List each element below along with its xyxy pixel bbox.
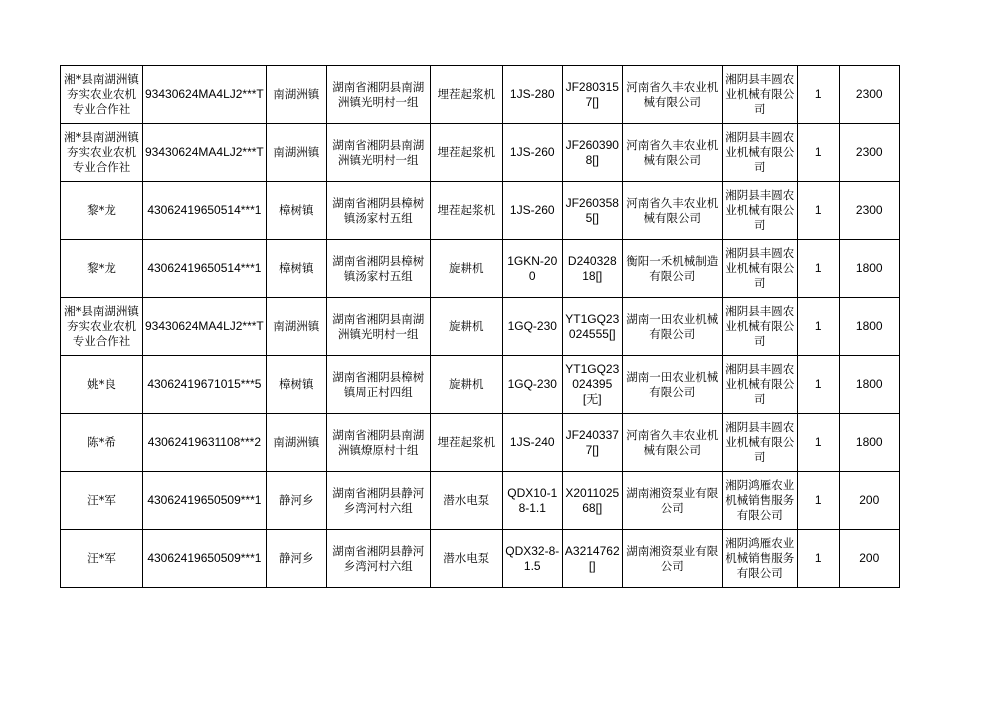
- cell-dealer: 湘阴县丰圆农业机械有限公司: [722, 182, 797, 240]
- cell-id-code: 93430624MA4LJ2***T: [143, 298, 267, 356]
- cell-serial-number: JF2603908[]: [562, 124, 622, 182]
- cell-town: 南湖洲镇: [266, 298, 326, 356]
- cell-serial-number: X201102568[]: [562, 472, 622, 530]
- table-row: [61, 240, 900, 298]
- cell-town: 南湖洲镇: [266, 414, 326, 472]
- cell-address: 湖南省湘阴县樟树镇汤家村五组: [326, 182, 430, 240]
- cell-amount: 200: [839, 472, 899, 530]
- cell-model: 1GQ-230: [502, 298, 562, 356]
- cell-model: QDX32-8-1.5: [502, 530, 562, 588]
- cell-quantity: 1: [797, 356, 839, 414]
- cell-dealer: 湘阴县丰圆农业机械有限公司: [722, 298, 797, 356]
- cell-dealer: 湘阴鸿雁农业机械销售服务有限公司: [722, 472, 797, 530]
- table-row: [61, 124, 900, 182]
- cell-machine-type: 潜水电泵: [430, 530, 502, 588]
- cell-machine-type: 旋耕机: [430, 240, 502, 298]
- cell-dealer: 湘阴县丰圆农业机械有限公司: [722, 356, 797, 414]
- cell-quantity: 1: [797, 240, 839, 298]
- cell-town: 南湖洲镇: [266, 66, 326, 124]
- cell-id-code: 93430624MA4LJ2***T: [143, 66, 267, 124]
- cell-machine-type: 旋耕机: [430, 298, 502, 356]
- cell-serial-number: JF2803157[]: [562, 66, 622, 124]
- cell-manufacturer: 湖南湘资泵业有限公司: [622, 530, 722, 588]
- cell-amount: 1800: [839, 356, 899, 414]
- cell-amount: 1800: [839, 240, 899, 298]
- cell-address: 湖南省湘阴县南湖洲镇光明村一组: [326, 124, 430, 182]
- cell-machine-type: 潜水电泵: [430, 472, 502, 530]
- cell-quantity: 1: [797, 530, 839, 588]
- cell-town: 南湖洲镇: [266, 124, 326, 182]
- cell-id-code: 43062419650514***1: [143, 240, 267, 298]
- cell-dealer: 湘阴鸿雁农业机械销售服务有限公司: [722, 530, 797, 588]
- cell-model: 1JS-260: [502, 182, 562, 240]
- cell-serial-number: JF2603585[]: [562, 182, 622, 240]
- cell-dealer: 湘阴县丰圆农业机械有限公司: [722, 240, 797, 298]
- cell-id-code: 43062419650509***1: [143, 530, 267, 588]
- cell-address: 湖南省湘阴县南湖洲镇燎原村十组: [326, 414, 430, 472]
- cell-quantity: 1: [797, 124, 839, 182]
- cell-town: 樟树镇: [266, 356, 326, 414]
- cell-model: 1JS-280: [502, 66, 562, 124]
- cell-model: 1JS-260: [502, 124, 562, 182]
- cell-amount: 1800: [839, 414, 899, 472]
- cell-amount: 2300: [839, 124, 899, 182]
- cell-town: 静河乡: [266, 530, 326, 588]
- cell-dealer: 湘阴县丰圆农业机械有限公司: [722, 66, 797, 124]
- cell-model: 1JS-240: [502, 414, 562, 472]
- cell-model: 1GKN-200: [502, 240, 562, 298]
- cell-manufacturer: 湖南一田农业机械有限公司: [622, 298, 722, 356]
- cell-dealer: 湘阴县丰圆农业机械有限公司: [722, 124, 797, 182]
- table-row: [61, 298, 900, 356]
- cell-amount: 200: [839, 530, 899, 588]
- table-row: [61, 530, 900, 588]
- table-row: [61, 356, 900, 414]
- cell-serial-number: YT1GQ23024395[无]: [562, 356, 622, 414]
- cell-serial-number: YT1GQ23024555[]: [562, 298, 622, 356]
- cell-recipient-name: 湘*县南湖洲镇夯实农业农机专业合作社: [61, 124, 143, 182]
- cell-id-code: 93430624MA4LJ2***T: [143, 124, 267, 182]
- cell-manufacturer: 河南省久丰农业机械有限公司: [622, 182, 722, 240]
- cell-quantity: 1: [797, 182, 839, 240]
- cell-manufacturer: 湖南湘资泵业有限公司: [622, 472, 722, 530]
- cell-dealer: 湘阴县丰圆农业机械有限公司: [722, 414, 797, 472]
- cell-manufacturer: 衡阳一禾机械制造有限公司: [622, 240, 722, 298]
- cell-model: QDX10-18-1.1: [502, 472, 562, 530]
- cell-address: 湖南省湘阴县南湖洲镇光明村一组: [326, 298, 430, 356]
- subsidy-table: [60, 65, 900, 588]
- cell-model: 1GQ-230: [502, 356, 562, 414]
- cell-id-code: 43062419650514***1: [143, 182, 267, 240]
- table-body: [61, 66, 900, 588]
- cell-recipient-name: 湘*县南湖洲镇夯实农业农机专业合作社: [61, 298, 143, 356]
- cell-town: 樟树镇: [266, 182, 326, 240]
- cell-address: 湖南省湘阴县南湖洲镇光明村一组: [326, 66, 430, 124]
- cell-quantity: 1: [797, 66, 839, 124]
- cell-quantity: 1: [797, 298, 839, 356]
- cell-amount: 1800: [839, 298, 899, 356]
- cell-town: 樟树镇: [266, 240, 326, 298]
- table-row: [61, 182, 900, 240]
- cell-recipient-name: 黎*龙: [61, 182, 143, 240]
- cell-machine-type: 埋茬起浆机: [430, 66, 502, 124]
- cell-machine-type: 埋茬起浆机: [430, 124, 502, 182]
- cell-machine-type: 埋茬起浆机: [430, 414, 502, 472]
- cell-recipient-name: 汪*军: [61, 472, 143, 530]
- cell-serial-number: JF2403377[]: [562, 414, 622, 472]
- cell-amount: 2300: [839, 182, 899, 240]
- cell-recipient-name: 汪*军: [61, 530, 143, 588]
- cell-address: 湖南省湘阴县樟树镇汤家村五组: [326, 240, 430, 298]
- table-row: [61, 472, 900, 530]
- cell-manufacturer: 河南省久丰农业机械有限公司: [622, 414, 722, 472]
- cell-machine-type: 旋耕机: [430, 356, 502, 414]
- cell-recipient-name: 湘*县南湖洲镇夯实农业农机专业合作社: [61, 66, 143, 124]
- cell-address: 湖南省湘阴县静河乡湾河村六组: [326, 472, 430, 530]
- cell-machine-type: 埋茬起浆机: [430, 182, 502, 240]
- cell-recipient-name: 陈*希: [61, 414, 143, 472]
- table-row: [61, 414, 900, 472]
- cell-id-code: 43062419650509***1: [143, 472, 267, 530]
- cell-address: 湖南省湘阴县静河乡湾河村六组: [326, 530, 430, 588]
- cell-quantity: 1: [797, 472, 839, 530]
- cell-id-code: 43062419631108***2: [143, 414, 267, 472]
- table-row: [61, 66, 900, 124]
- cell-manufacturer: 湖南一田农业机械有限公司: [622, 356, 722, 414]
- cell-amount: 2300: [839, 66, 899, 124]
- cell-serial-number: D24032818[]: [562, 240, 622, 298]
- cell-recipient-name: 姚*良: [61, 356, 143, 414]
- cell-recipient-name: 黎*龙: [61, 240, 143, 298]
- cell-manufacturer: 河南省久丰农业机械有限公司: [622, 66, 722, 124]
- cell-quantity: 1: [797, 414, 839, 472]
- cell-serial-number: A3214762[]: [562, 530, 622, 588]
- cell-town: 静河乡: [266, 472, 326, 530]
- cell-address: 湖南省湘阴县樟树镇周正村四组: [326, 356, 430, 414]
- cell-manufacturer: 河南省久丰农业机械有限公司: [622, 124, 722, 182]
- cell-id-code: 43062419671015***5: [143, 356, 267, 414]
